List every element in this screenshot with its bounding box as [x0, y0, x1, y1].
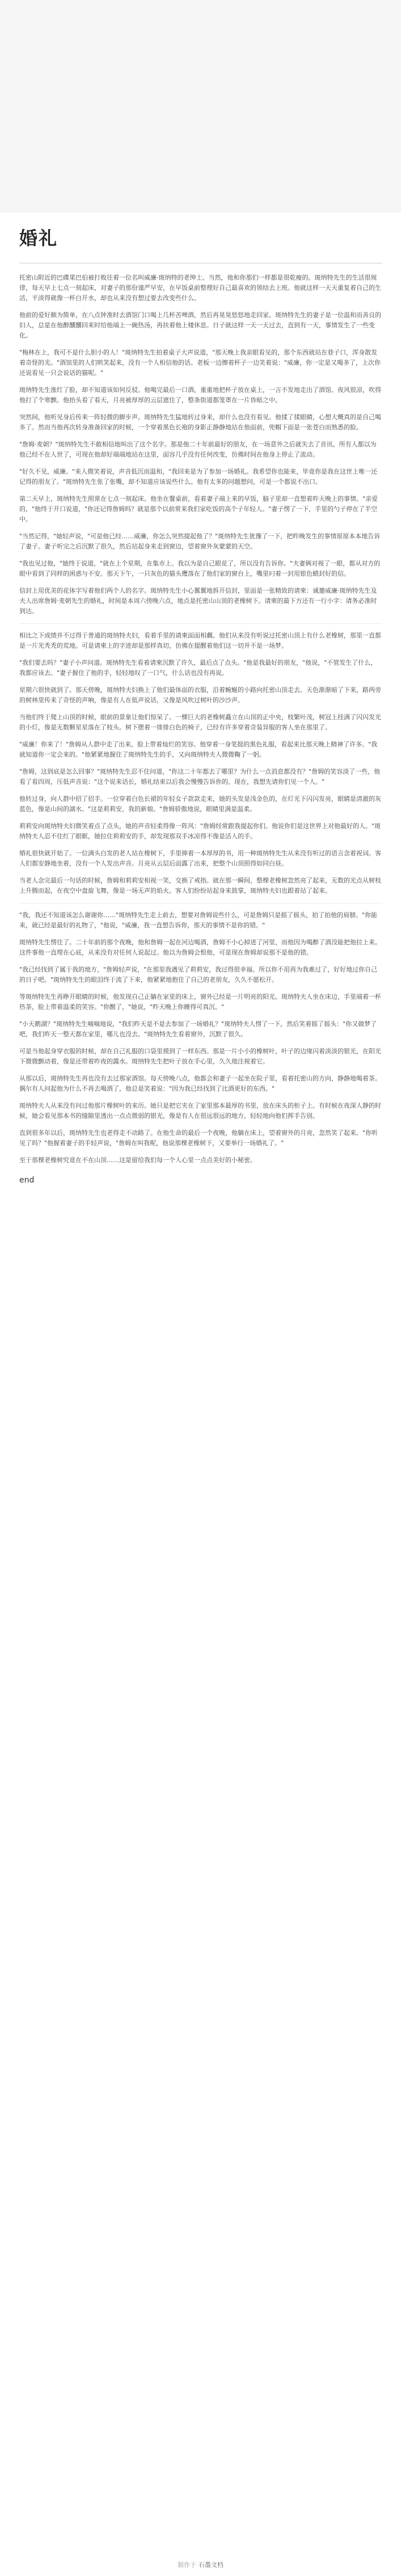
page-title: 婚礼 [19, 227, 58, 249]
paragraph: 等斑纳特先生再睁开眼睛的时候，他发现自己正躺在家里的床上，窗外已经是一片明亮的阳光。斑纳特夫人坐在床边，手里端着一杯热茶，脸上带着温柔的笑容。"你醒了，"她说，"昨天晚上你睡得可真沉。" [19, 993, 381, 1011]
paragraph: 至于那棵老橡树究竟在不在山顶……这是留给我们每一个人心里一点点美好的小秘密。 [19, 1156, 256, 1164]
paragraph: 斑纳特夫人从来没有问过他那片橡树叶的来历。她只是把它夹在了家里那本最厚的书里，放在床头的柜子上。有时候在夜深人静的时候，她会看见那本书的缝隙里透出一点点微弱的银光，像是有人在很远很远的地方，轻轻地向他们挥手告别。 [19, 1102, 381, 1120]
page-footer [0, 2553, 401, 2576]
paragraph: 斑纳特先生涨红了脸，却不知道该如何反驳。他喝完最后一口酒，重重地把杯子放在桌上，一言不发地走出了酒馆。夜风很凉，吹得他打了个寒颤。他抬头看了看天，月亮被厚厚的云层遮住了，整条街道都笼罩在一片昏暗之中。 [19, 386, 381, 404]
footer-prefix: 制作于 [178, 2561, 196, 2569]
paragraph: 他转过身，向人群中招了招手。一位穿着白色长裙的年轻女子款款走来，她的头发是浅金色的，在灯光下闪闪发亮，眼睛是清澈的灰蓝色，像是山间的湖水。"这是莉莉安，我的新娘。"詹姆骄傲地说，眼睛里满是温柔。 [19, 795, 381, 813]
paragraph: "梅林在上，我可不是什么胆小的人！"斑纳特先生拍着桌子大声说道，"那天晚上我亲眼看见的，那个东西就站在巷子口，浑身散发着奇怪的光。"酒馆里的人们哄笑起来，没有一个人相信他的话。老板一边擦着杯子一边笑着说："威廉，你一定是又喝多了，上次你还说看见一只会说话的猫呢。" [19, 349, 381, 377]
paragraph: 当老人念完最后一句话的时候，詹姆和莉莉安相视一笑，交换了戒指。就在那一瞬间，整棵老橡树忽然亮了起来，无数的光点从树枝上升腾而起，在夜空中盘旋飞舞，像是一场无声的焰火。客人们纷纷站起身来鼓掌，斑纳特夫妇也跟着站了起来。 [19, 877, 381, 894]
paragraph: 相比之下成绩并不过得于普通的斑纳特夫妇，看着手里的请柬面面相觑。他们从来没有听说过托密山顶上有什么老橡树，那里一直都是一片光秃秃的荒地。可是请柬上的字迹却是那样真切，仿佛在提醒着他们这一切并不是一场梦。 [19, 632, 381, 649]
paragraph: "我们要去吗？"妻子小声问道。斑纳特先生看着请柬沉默了许久，最后点了点头。"他是我最好的朋友，"他说，"不管发生了什么，我都应该去。"妻子握住了他的手，轻轻地叹了一口气，什么话也没有再说。 [19, 659, 377, 677]
paragraph: "詹姆，这到底是怎么回事？"斑纳特先生忍不住问道，"你这二十年都去了哪里？为什么一点消息都没有？"詹姆的笑容淡了一些，他看了看四周，压低声音说："这个说来话长，婚礼结束以后我会慢慢告诉你的。现在，我想先请你们见一个人。" [19, 768, 381, 786]
paragraph: 第二天早上，斑纳特先生照常在七点一刻起床。他坐在餐桌前，看着妻子端上来的早饭，脑子里却一直想着昨天晚上的事情。"亲爱的，"他终于开口说道，"你还记得詹姆吗？就是那个以前常来我们家吃饭的高个子年轻人。"妻子愣了一下，手里的勺子停在了半空中。 [19, 495, 378, 523]
paragraph: "我，我还不知道该怎么谢谢你……"斑纳特先生走上前去，想要对詹姆说些什么，可是詹姆只是摇了摇头，拍了拍他的肩膀。"你能来，就已经是最好的礼物了，"他说，"威廉，我一直想告诉你，那天的事情不是你的错。" [19, 911, 378, 929]
paragraph: 托密山附近的巴碟果巴伯被打败往着一位名叫威廉·斑纳特的老绅士。当然，他和你那们一样都是很乾瘦的。斑纳特先生的生活很规律，每天早上七点一刻起床，对妻子的那份谨严早安，在早饭桌前整理好自己最喜欢的领结去上班。他就这样一天天重复着自己的生活，平淡得就像一杯白开水，却也从来没有想过要去改变些什么。 [19, 274, 381, 302]
paragraph: 星期六很快就到了。那天傍晚，斑纳特夫妇换上了他们最体面的衣服，沿着蜿蜒的小路向托密山顶走去。天色渐渐暗了下来，路两旁的树林里传来了奇怪的声响，像是有人在低声说话，又像是风吹过树叶的沙沙声。 [19, 686, 381, 704]
footer-brand[interactable]: 石墨文档 [199, 2561, 223, 2569]
paragraph: 婚礼很快就开始了。一位满头白发的老人站在橡树下，手里捧着一本厚厚的书，用一种斑纳特先生从来没有听过的语言念着祝词。客人们都安静地坐着，没有一个人发出声音。月亮从云层后面露了出来，把整个山顶照得如同白昼。 [19, 850, 381, 867]
paragraph: "当然记得，"她轻声说，"可是他已经……威廉，你怎么突然提起他了？"斑纳特先生犹豫了一下，把昨晚发生的事情原原本本地告诉了妻子。妻子听完之后沉默了很久，然后站起身来走到窗边，望着窗外灰蒙蒙的天空。 [19, 533, 381, 550]
paragraph-list [19, 273, 382, 1165]
paragraph: "詹姆·麦朝？"斑纳特先生不敢相信地叫出了这个名字。那是他二十年前最好的朋友，在一场意外之后就失去了音讯。所有人都以为他已经不在人世了，可现在他却好端端地站在这里，面容几乎没有任何改变，仿佛时间在他身上停止了流动。 [19, 441, 377, 458]
paragraph: "我已经找到了属于我的地方，"詹姆轻声说，"在那里我遇见了莉莉安，我过得很幸福。所以你不用再为我难过了，好好地过你自己的日子吧。"斑纳特先生的眼泪终于流了下来，他紧紧地抱住了自己的老朋友，久久不愿松开。 [19, 966, 378, 983]
paragraph: 当他们终于爬上山顶的时候，眼前的景象让他们惊呆了。一棵巨大的老橡树矗立在山顶的正中央，枝繁叶茂，树冠上挂满了闪闪发光的小灯，像是无数颗星星落在了枝头。树下摆着一排排白色的椅子，已经有许多穿着奇装异服的客人坐在那里了。 [19, 713, 381, 731]
paragraph: "小天鹅湖？"斑纳特先生喃喃地说，"我们昨天是不是去参加了一场婚礼？"斑纳特夫人愣了一下，然后笑着摇了摇头："你又做梦了吧，我们昨天一整天都在家里，哪儿也没去。"斑纳特先生看着窗外，沉默了很久。 [19, 1020, 377, 1038]
end-marker: end [19, 1176, 35, 1185]
paragraph: 从那以后，斑纳特先生再也没有去过那家酒馆。每天傍晚八点，他都会和妻子一起坐在院子里，看着托密山的方向，静静地喝着茶。偶尔有人问起他为什么不再去喝酒了，他总是笑着说："因为我已经找到了比酒更好的东西。" [19, 1075, 381, 1092]
paragraph: 突然间，他听见身后传来一阵轻微的脚步声。斑纳特先生猛地转过身来，却什么也没有看见。他揉了揉眼睛，心想大概真的是自己喝多了。然而当他再次转身准备回家的时候，一个穿着黑色长袍的身影正静静地站在他面前，兜帽下面是一张苍白而熟悉的脸。 [19, 413, 381, 431]
title-divider [19, 263, 382, 264]
header-banner [0, 0, 401, 213]
paragraph: 斑纳特先生愣住了。二十年前的那个夜晚，他和詹姆一起在河边喝酒，詹姆不小心掉进了河里，而他因为喝醉了酒没能把他拉上来。这件事他一直埋在心底，从来没有对任何人说起过。他以为詹姆会恨他，可是现在詹姆却说那不是他的错。 [19, 939, 381, 956]
paragraph: 莉莉安向斑纳特夫妇微笑着点了点头，她的声音轻柔得像一阵风："詹姆经常跟我提起你们。他说你们是这世界上对他最好的人。"斑纳特夫人忍不住红了眼眶，她拉住莉莉安的手，却发现那双手冰凉得不像是活人的手。 [19, 822, 381, 840]
section-divider [19, 623, 382, 624]
paragraph: 直到很多年以后，斑纳特先生也老得走不动路了。在他生命的最后一个夜晚，他躺在床上，望着窗外的月亮，忽然笑了起来。"你听见了吗？"他握着妻子的手轻声说，"詹姆在叫我呢，他说那棵老橡树下，又要举行一场婚礼了。" [19, 1129, 378, 1147]
paragraph: 可是当他起身穿衣服的时候，却在自己礼服的口袋里摸到了一样东西。那是一片小小的橡树叶，叶子的边缘闪着淡淡的银光，在阳光下微微颤动着，像是还带着昨夜的露水。斑纳特先生把叶子放在手心里，久久地注视着它。 [19, 1048, 381, 1065]
paragraph: 他前的爱好颇为简单，在八点钟准时去酒馆门口喝上几杯苦啤酒，然后再晃晃悠悠地走回家。斑纳特先生的妻子是一位温和而善良的妇人，总是在他醉醺醺回来时给他端上一碗热汤，再扶着他上楼休息。日子就这样一天一天过去，直到有一天，事情发生了一些变化。 [19, 311, 381, 339]
paragraph: "好久不见，威廉。"来人微笑着说，声音低沉而温和，"我回来是为了参加一场婚礼。我希望你也能来，毕竟你是我在这世上唯一还记得的朋友了。"斑纳特先生张了张嘴，却不知道应该说些什么。他有太多的问题想问，可是一个都说不出口。 [19, 468, 378, 485]
article-body [19, 224, 382, 1185]
paragraph: 信封上用优美的花体字写着他们两个人的名字。斑纳特先生小心翼翼地拆开信封，里面是一张精致的请柬：诚邀威廉·斑纳特先生及夫人出席詹姆·麦朝先生的婚礼，时间是本周六傍晚六点，地点是托密山山顶的老橡树下。请柬的最下方还有一行小字：请务必准时到达。 [19, 587, 377, 615]
paragraph: "我也见过他，"她终于说道，"就在上个星期，在集市上。我以为是自己眼花了，所以没有告诉你。"夫妻俩对视了一眼，都从对方的眼中看到了同样的困惑与不安。那天下午，一只灰色的猫头鹰落在了他们家的窗台上，嘴里叼着一封用银色蜡封好的信。 [19, 560, 381, 577]
paragraph: "威廉！你来了！"詹姆从人群中走了出来，脸上带着灿烂的笑容。他穿着一身笔挺的黑色礼服，看起来比那天晚上精神了许多。"我就知道你一定会来的。"他紧紧地握住了斑纳特先生的手，又向斑纳特夫人微微鞠了一躬。 [19, 741, 378, 758]
